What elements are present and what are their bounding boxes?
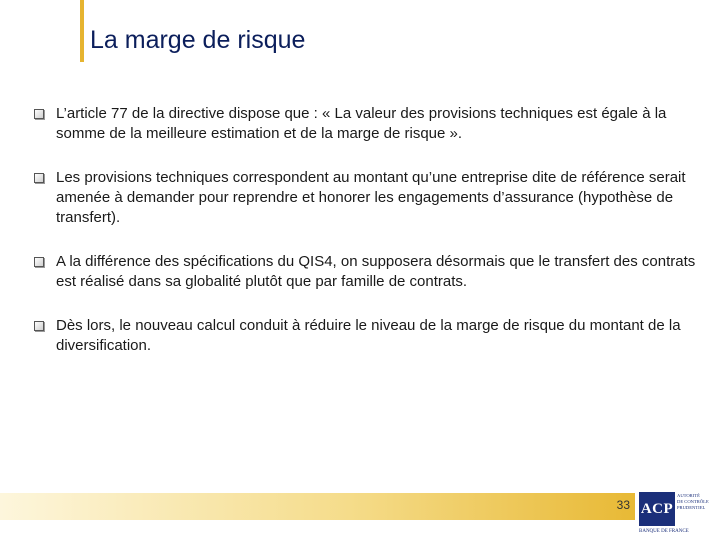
checkbox-bullet-icon <box>34 321 44 331</box>
checkbox-bullet-icon <box>34 257 44 267</box>
logo-bottom-text: BANQUE DE FRANCE <box>639 529 689 534</box>
slide-title: La marge de risque <box>90 26 306 54</box>
footer-gradient-bar <box>0 493 635 520</box>
logo-line: AUTORITÉ <box>677 493 700 498</box>
bullet-list <box>34 104 698 380</box>
bullet-text: A la différence des spécifications du QIS4, on supposera désormais que le transfert des contrats est réalisé dans sa globalité plutôt que par famille de contrats. <box>56 253 696 290</box>
bullet-item <box>34 316 698 356</box>
logo-line: PRUDENTIEL <box>677 505 706 510</box>
checkbox-bullet-icon <box>34 173 44 183</box>
bullet-item <box>34 104 698 144</box>
page-number: 33 <box>616 498 630 512</box>
checkbox-bullet-icon <box>34 109 44 119</box>
title-accent-bar <box>80 0 84 62</box>
logo-acronym: ACP <box>639 492 675 526</box>
bullet-text: L’article 77 de la directive dispose que : « La valeur des provisions techniques est égale à la somme de la meilleure estimation et de la marge de risque ». <box>56 105 667 142</box>
acp-logo <box>639 492 715 536</box>
bullet-item <box>34 168 698 228</box>
logo-side-text <box>677 493 715 511</box>
bullet-text: Les provisions techniques correspondent au montant qu’une entreprise dite de référence serait amenée à demander pour reprendre et honorer les engagements d’assurance (hypothèse de transfert). <box>56 169 686 226</box>
bullet-text: Dès lors, le nouveau calcul conduit à réduire le niveau de la marge de risque du montant de la diversification. <box>56 317 681 354</box>
logo-line: DE CONTRÔLE <box>677 499 709 504</box>
bullet-item <box>34 252 698 292</box>
